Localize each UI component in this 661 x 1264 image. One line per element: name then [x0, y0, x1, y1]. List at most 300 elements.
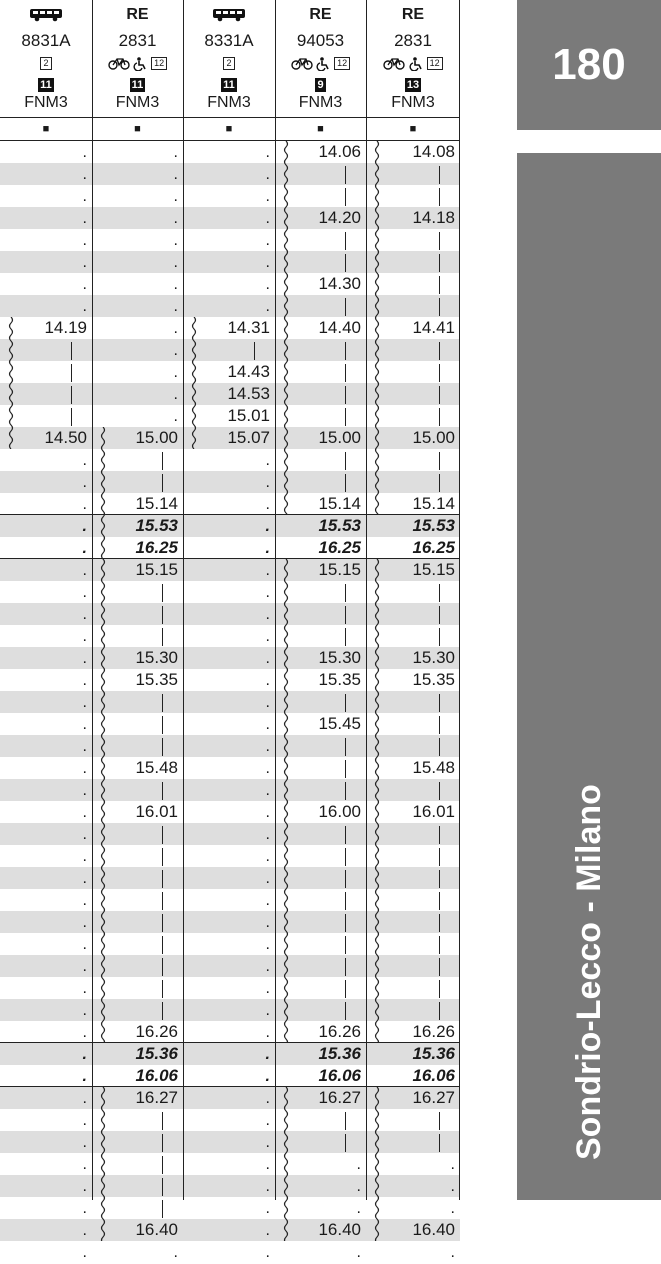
departure-time: 15.36 — [412, 1044, 455, 1063]
no-stop-dot: . — [82, 650, 87, 667]
departure-time: 16.26 — [412, 1022, 455, 1041]
note-badge-row — [366, 75, 460, 91]
time-cell — [366, 1043, 460, 1065]
departure-time: 14.30 — [318, 274, 361, 293]
pass-through-line — [439, 254, 440, 272]
departure-time: 16.25 — [135, 538, 178, 557]
service-column-header — [275, 0, 366, 140]
no-stop-dot: . — [173, 254, 178, 271]
no-stop-dot: . — [82, 1134, 87, 1151]
no-stop-dot: . — [82, 672, 87, 689]
time-cell — [275, 537, 366, 559]
pass-through-line — [345, 760, 346, 778]
no-stop-dot: . — [265, 870, 270, 887]
no-stop-dot: . — [82, 848, 87, 865]
pass-through-line — [345, 1134, 346, 1152]
no-stop-dot: . — [356, 1200, 361, 1217]
no-stop-dot: . — [173, 320, 178, 337]
time-cell — [366, 1241, 460, 1263]
time-cell — [183, 207, 275, 229]
timetable-row — [0, 185, 460, 207]
timetable-row — [0, 141, 460, 163]
departure-time: 15.00 — [318, 428, 361, 447]
no-stop-dot: . — [82, 452, 87, 469]
departure-time: 15.36 — [135, 1044, 178, 1063]
no-stop-dot: . — [265, 144, 270, 161]
time-cell — [0, 1241, 92, 1263]
timetable-row — [0, 317, 460, 339]
pass-through-line — [345, 628, 346, 646]
pass-through-line — [162, 1156, 163, 1174]
no-stop-dot: . — [82, 1156, 87, 1173]
no-stop-dot: . — [265, 562, 270, 579]
no-stop-dot: . — [450, 1200, 455, 1217]
operator-label: FNM3 — [391, 94, 435, 111]
departure-time: 16.01 — [412, 802, 455, 821]
departure-time: 15.14 — [412, 494, 455, 513]
departure-time: 15.14 — [318, 494, 361, 513]
time-cell — [183, 999, 275, 1021]
departure-time: 15.53 — [135, 516, 178, 535]
note-reference: 2 — [223, 57, 234, 70]
time-cell — [183, 1153, 275, 1175]
timetable-row — [0, 889, 460, 911]
no-stop-dot: . — [356, 1244, 361, 1261]
departure-time: 15.53 — [318, 516, 361, 535]
service-column-header — [0, 0, 92, 140]
no-stop-dot: . — [265, 188, 270, 205]
route-title: Sondrio-Lecco - Milano — [570, 784, 608, 1160]
time-cell — [183, 867, 275, 889]
time-cell — [92, 229, 183, 251]
timetable-row — [0, 933, 460, 955]
service-notes — [275, 54, 366, 72]
departure-time: 14.06 — [318, 142, 361, 161]
pass-through-line — [71, 386, 72, 404]
departure-time: 16.01 — [135, 802, 178, 821]
time-cell — [183, 251, 275, 273]
no-stop-dot: . — [82, 562, 87, 579]
no-stop-dot: . — [82, 782, 87, 799]
timetable-row — [0, 581, 460, 603]
pass-through-line — [162, 628, 163, 646]
departure-time: 14.41 — [412, 318, 455, 337]
timetable-row — [0, 801, 460, 823]
pass-through-line — [439, 474, 440, 492]
time-cell — [0, 1219, 92, 1241]
pass-through-line — [345, 166, 346, 184]
time-cell — [183, 757, 275, 779]
departure-time: 15.36 — [318, 1044, 361, 1063]
pass-through-line — [439, 606, 440, 624]
pass-through-line — [345, 232, 346, 250]
no-stop-dot: . — [356, 1178, 361, 1195]
bicycle-icon — [291, 55, 313, 70]
timetable-row — [0, 1087, 460, 1109]
no-stop-dot: . — [82, 1200, 87, 1217]
route-number: 180 — [552, 40, 626, 89]
train-category: RE — [126, 6, 149, 23]
departure-time: 15.14 — [135, 494, 178, 513]
timetable-row — [0, 449, 460, 471]
pass-through-line — [345, 1112, 346, 1130]
no-stop-dot: . — [82, 210, 87, 227]
timetable-row — [0, 1241, 460, 1263]
timetable-row — [0, 493, 460, 515]
time-cell — [183, 471, 275, 493]
time-cell — [183, 1219, 275, 1241]
pass-through-line — [71, 364, 72, 382]
pass-through-line — [345, 914, 346, 932]
departure-time: 15.48 — [135, 758, 178, 777]
time-cell — [183, 1043, 275, 1065]
wavy-line-marker — [282, 141, 290, 515]
no-stop-dot: . — [450, 1178, 455, 1195]
pass-through-line — [162, 870, 163, 888]
column-divider — [183, 0, 184, 1200]
no-stop-dot: . — [265, 1244, 270, 1261]
time-cell — [0, 207, 92, 229]
pass-through-line — [162, 584, 163, 602]
time-cell — [183, 1197, 275, 1219]
no-stop-dot: . — [82, 738, 87, 755]
column-divider — [275, 0, 276, 1200]
time-cell — [183, 141, 275, 163]
no-stop-dot: . — [356, 1156, 361, 1173]
time-cell — [183, 295, 275, 317]
wheelchair-icon — [316, 55, 330, 70]
timetable-row — [0, 339, 460, 361]
departure-time: 16.27 — [135, 1088, 178, 1107]
time-cell — [0, 581, 92, 603]
departure-time: 16.27 — [318, 1088, 361, 1107]
wheelchair-icon — [133, 55, 147, 70]
timetable-row — [0, 713, 460, 735]
departure-time: 14.19 — [44, 318, 87, 337]
service-number: 8331A — [204, 31, 254, 50]
pass-through-line — [439, 914, 440, 932]
pass-through-line — [162, 892, 163, 910]
time-cell — [183, 977, 275, 999]
no-stop-dot: . — [82, 870, 87, 887]
pass-through-line — [162, 1178, 163, 1196]
time-cell — [183, 273, 275, 295]
service-marker: ■ — [409, 123, 417, 135]
pass-through-line — [345, 188, 346, 206]
time-cell — [183, 163, 275, 185]
section-divider — [0, 558, 460, 559]
time-cell — [0, 1021, 92, 1043]
no-stop-dot: . — [265, 1156, 270, 1173]
pass-through-line — [439, 1134, 440, 1152]
departure-time: 14.40 — [318, 318, 361, 337]
no-stop-dot: . — [82, 914, 87, 931]
pass-through-line — [439, 958, 440, 976]
time-cell — [183, 449, 275, 471]
timetable-row — [0, 757, 460, 779]
no-stop-dot: . — [82, 1046, 87, 1063]
pass-through-line — [162, 980, 163, 998]
departure-time: 16.06 — [135, 1066, 178, 1085]
no-stop-dot: . — [265, 232, 270, 249]
departure-time: 16.06 — [318, 1066, 361, 1085]
no-stop-dot: . — [82, 716, 87, 733]
no-stop-dot: . — [265, 892, 270, 909]
no-stop-dot: . — [82, 166, 87, 183]
service-marker: ■ — [134, 123, 141, 135]
time-cell — [0, 889, 92, 911]
timetable-row — [0, 735, 460, 757]
time-cell — [0, 691, 92, 713]
pass-through-line — [439, 782, 440, 800]
time-cell — [0, 1109, 92, 1131]
no-stop-dot: . — [265, 804, 270, 821]
pass-through-line — [345, 474, 346, 492]
service-number: 2831 — [394, 31, 432, 50]
bus-icon — [183, 6, 275, 22]
pass-through-line — [439, 694, 440, 712]
timetable-row — [0, 273, 460, 295]
time-cell — [183, 779, 275, 801]
pass-through-line — [162, 958, 163, 976]
departure-time: 16.06 — [412, 1066, 455, 1085]
time-cell — [0, 515, 92, 537]
pass-through-line — [439, 936, 440, 954]
pass-through-line — [254, 342, 255, 360]
departure-time: 16.25 — [412, 538, 455, 557]
bicycle-icon — [383, 55, 405, 70]
time-cell — [183, 801, 275, 823]
time-cell — [0, 603, 92, 625]
no-stop-dot: . — [82, 804, 87, 821]
time-cell — [92, 251, 183, 273]
section-divider — [0, 1086, 460, 1087]
departure-time: 15.15 — [412, 560, 455, 579]
time-cell — [0, 801, 92, 823]
departure-time: 16.26 — [318, 1022, 361, 1041]
time-cell — [275, 1241, 366, 1263]
no-stop-dot: . — [265, 474, 270, 491]
wavy-line-marker — [282, 1087, 290, 1241]
no-stop-dot: . — [265, 914, 270, 931]
time-cell — [0, 647, 92, 669]
departure-time: 16.40 — [318, 1220, 361, 1239]
no-stop-dot: . — [265, 210, 270, 227]
no-stop-dot: . — [82, 694, 87, 711]
service-number: 2831 — [118, 31, 157, 50]
timetable-row — [0, 779, 460, 801]
note-reference: 12 — [334, 57, 350, 70]
pass-through-line — [439, 716, 440, 734]
no-stop-dot: . — [265, 760, 270, 777]
time-cell — [92, 361, 183, 383]
wavy-line-marker — [282, 559, 290, 1043]
pass-through-line — [439, 870, 440, 888]
time-cell — [183, 933, 275, 955]
note-badge: 9 — [317, 79, 324, 91]
time-cell — [183, 625, 275, 647]
departure-time: 14.18 — [412, 208, 455, 227]
timetable-row — [0, 163, 460, 185]
time-cell — [0, 933, 92, 955]
no-stop-dot: . — [82, 1024, 87, 1041]
no-stop-dot: . — [265, 672, 270, 689]
timetable-row — [0, 537, 460, 559]
pass-through-line — [439, 188, 440, 206]
time-cell — [0, 1065, 92, 1087]
time-cell — [0, 779, 92, 801]
pass-through-line — [162, 1134, 163, 1152]
pass-through-line — [345, 892, 346, 910]
service-marker: ■ — [225, 123, 233, 135]
no-stop-dot: . — [82, 254, 87, 271]
no-stop-dot: . — [265, 936, 270, 953]
pass-through-line — [162, 914, 163, 932]
no-stop-dot: . — [265, 584, 270, 601]
no-stop-dot: . — [265, 738, 270, 755]
time-cell — [0, 493, 92, 515]
service-marker: ■ — [42, 123, 50, 135]
pass-through-line — [162, 606, 163, 624]
departure-time: 15.15 — [135, 560, 178, 579]
no-stop-dot: . — [265, 826, 270, 843]
operator-label: FNM3 — [298, 94, 343, 111]
departure-time: 16.00 — [318, 802, 361, 821]
no-stop-dot: . — [173, 144, 178, 161]
timetable-row — [0, 625, 460, 647]
no-stop-dot: . — [173, 298, 178, 315]
no-stop-dot: . — [265, 1200, 270, 1217]
no-stop-dot: . — [265, 694, 270, 711]
timetable-row — [0, 1219, 460, 1241]
no-stop-dot: . — [265, 958, 270, 975]
pass-through-line — [345, 298, 346, 316]
note-reference: 12 — [427, 57, 443, 70]
wavy-line-marker — [190, 317, 198, 449]
no-stop-dot: . — [265, 606, 270, 623]
pass-through-line — [439, 892, 440, 910]
no-stop-dot: . — [265, 496, 270, 513]
note-badge-row — [183, 75, 275, 91]
no-stop-dot: . — [265, 1046, 270, 1063]
no-stop-dot: . — [82, 298, 87, 315]
departure-time: 15.15 — [318, 560, 361, 579]
pass-through-line — [345, 958, 346, 976]
timetable-row — [0, 867, 460, 889]
service-column-header — [92, 0, 183, 140]
timetable-row — [0, 1109, 460, 1131]
service-column-header — [366, 0, 460, 140]
timetable-row — [0, 295, 460, 317]
service-number: 94053 — [296, 31, 345, 50]
note-badge-row — [275, 75, 366, 91]
time-cell — [0, 1153, 92, 1175]
pass-through-line — [162, 738, 163, 756]
pass-through-line — [345, 364, 346, 382]
timetable-row — [0, 515, 460, 537]
departure-time: 15.35 — [318, 670, 361, 689]
no-stop-dot: . — [265, 518, 270, 535]
time-cell — [92, 405, 183, 427]
time-cell — [183, 845, 275, 867]
departure-time: 15.35 — [412, 670, 455, 689]
pass-through-line — [439, 848, 440, 866]
no-stop-dot: . — [173, 188, 178, 205]
no-stop-dot: . — [173, 386, 178, 403]
no-stop-dot: . — [82, 1222, 87, 1239]
no-stop-dot: . — [173, 232, 178, 249]
time-cell — [92, 163, 183, 185]
time-cell — [275, 1043, 366, 1065]
time-cell — [92, 317, 183, 339]
time-cell — [0, 163, 92, 185]
no-stop-dot: . — [265, 1222, 270, 1239]
time-cell — [0, 471, 92, 493]
no-stop-dot: . — [265, 1068, 270, 1085]
no-stop-dot: . — [82, 958, 87, 975]
departure-time: 15.48 — [412, 758, 455, 777]
pass-through-line — [439, 826, 440, 844]
time-cell — [0, 999, 92, 1021]
departure-time: 15.01 — [227, 406, 270, 425]
pass-through-line — [345, 342, 346, 360]
no-stop-dot: . — [265, 1134, 270, 1151]
bus-icon — [0, 6, 92, 22]
no-stop-dot: . — [173, 276, 178, 293]
time-cell — [183, 1021, 275, 1043]
no-stop-dot: . — [82, 760, 87, 777]
timetable-row — [0, 1197, 460, 1219]
no-stop-dot: . — [265, 1112, 270, 1129]
pass-through-line — [439, 980, 440, 998]
no-stop-dot: . — [265, 628, 270, 645]
timetable-row — [0, 1065, 460, 1087]
train-category: RE — [401, 6, 425, 23]
departure-time: 14.50 — [44, 428, 87, 447]
time-cell — [0, 251, 92, 273]
no-stop-dot: . — [82, 826, 87, 843]
service-notes — [92, 54, 183, 72]
timetable-row — [0, 1131, 460, 1153]
no-stop-dot: . — [82, 540, 87, 557]
departure-time: 15.00 — [135, 428, 178, 447]
departure-time: 15.07 — [227, 428, 270, 447]
wavy-line-marker — [373, 559, 381, 1043]
column-divider — [92, 0, 93, 1200]
timetable-row — [0, 251, 460, 273]
time-cell — [183, 669, 275, 691]
no-stop-dot: . — [173, 342, 178, 359]
no-stop-dot: . — [265, 540, 270, 557]
pass-through-line — [345, 782, 346, 800]
timetable-row — [0, 1175, 460, 1197]
no-stop-dot: . — [82, 628, 87, 645]
time-cell — [183, 735, 275, 757]
no-stop-dot: . — [265, 716, 270, 733]
time-cell — [183, 515, 275, 537]
timetable-row — [0, 405, 460, 427]
departure-time: 16.40 — [412, 1220, 455, 1239]
time-cell — [183, 823, 275, 845]
section-divider — [0, 1042, 460, 1043]
time-cell — [0, 867, 92, 889]
no-stop-dot: . — [173, 364, 178, 381]
timetable-row — [0, 471, 460, 493]
no-stop-dot: . — [82, 1112, 87, 1129]
timetable-row — [0, 911, 460, 933]
departure-time: 15.35 — [135, 670, 178, 689]
timetable-row — [0, 603, 460, 625]
